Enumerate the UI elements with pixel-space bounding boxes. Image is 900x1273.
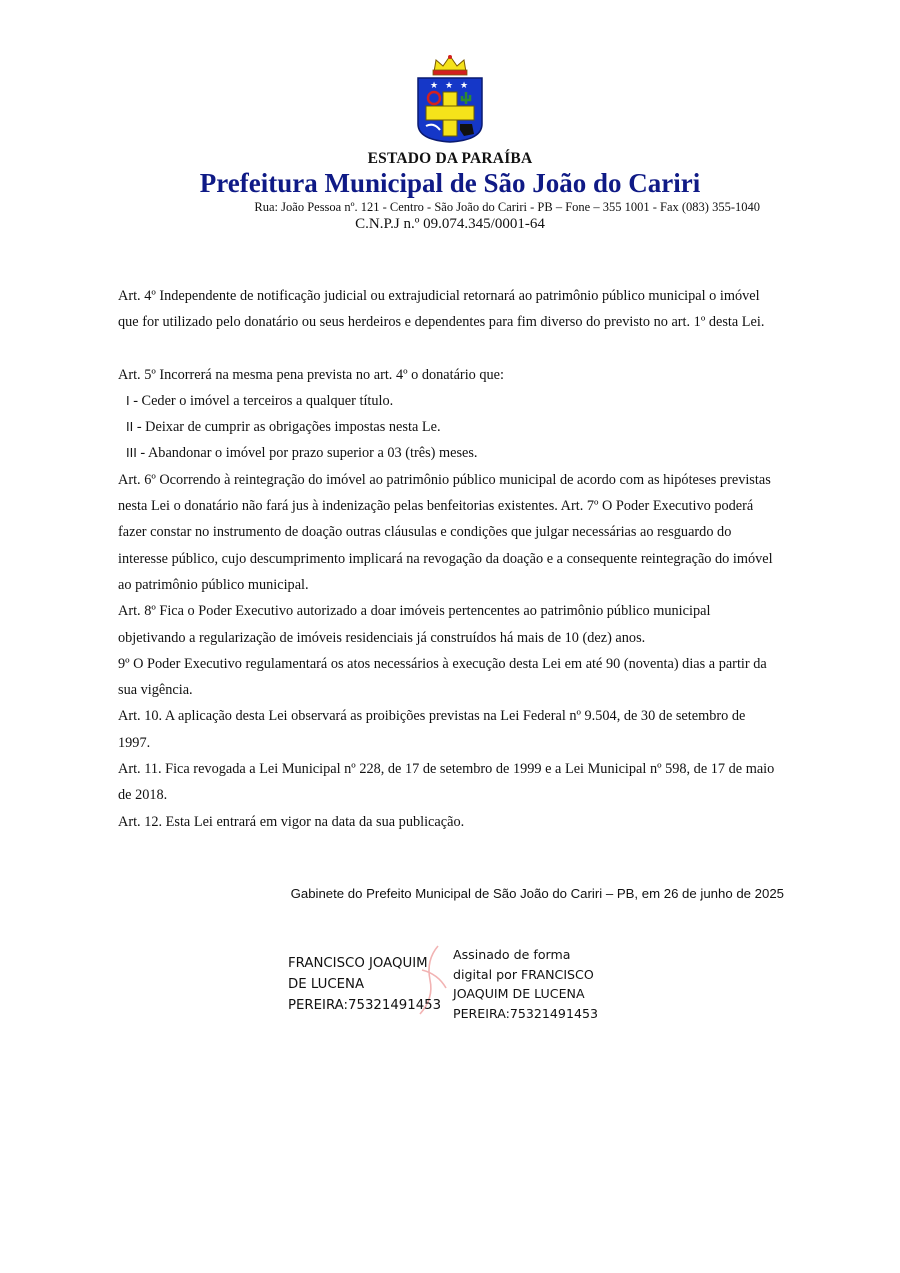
signer-name-line: DE LUCENA [288, 977, 365, 992]
item-text: - Deixar de cumprir as obrigações impostas nesta Le. [136, 419, 441, 436]
article-8: Art. 8º Fica o Poder Executivo autorizado a doar imóveis pertencentes ao patrimônio público municipal objetivando a regularização de imóveis residenciais já construídos há mais de 10 (dez) anos. [118, 603, 711, 646]
digital-signature-line: Assinado de forma [453, 947, 571, 962]
signer-name-line: PEREIRA:75321491453 [288, 998, 442, 1013]
item-text: - Ceder o imóvel a terceiros a qualquer título. [133, 392, 394, 409]
svg-text:★: ★ [460, 81, 469, 91]
item-text: - Abandonar o imóvel por prazo superior a 03 (três) meses. [140, 445, 478, 462]
svg-text:★: ★ [430, 81, 439, 91]
digital-signature-line: PEREIRA:75321491453 [453, 1005, 598, 1021]
municipal-crest-icon [416, 52, 484, 144]
list-item [118, 414, 778, 440]
article-6-7: Art. 6º Ocorrendo à reintegração do imóvel ao patrimônio público municipal de acordo com as hipóteses previstas nesta Lei o donatário não fará jus à indenização pelas benfeitorias existentes. Art. 7º O Poder Executivo poderá fazer constar no instrumento de doação outras cláusulas e condições que julgar necessárias ao resguardo do interesse público, cujo descumprimento implicará na revogação da doação e a consequente reintegração do imóvel ao patrimônio público municipal. [118, 471, 773, 593]
article-10: Art. 10. A aplicação desta Lei observará as proibições previstas na Lei Federal nº 9.504, de 30 de setembro de 1997. [118, 708, 746, 751]
signer-name-line: FRANCISCO JOAQUIM [288, 956, 428, 971]
law-text [118, 283, 778, 835]
address-line: Rua: João Pessoa nº. 121 - Centro - São João do Cariri - PB – Fone – 355 1001 - Fax (083) 355-1040 [254, 200, 760, 214]
article-4: Art. 4º Independente de notificação judicial ou extrajudicial retornará ao patrimônio público municipal o imóvel que for utilizado pelo donatário ou seus herdeiros e dependentes para fim diverso do previsto no art. 1º desta Lei. [118, 288, 765, 331]
signer-name-block [288, 953, 458, 1016]
article-12: Art. 12. Esta Lei entrará em vigor na data da sua publicação. [118, 813, 465, 830]
digital-signature-note [453, 945, 653, 1023]
svg-text:★: ★ [445, 81, 454, 91]
digital-signature-line: JOAQUIM DE LUCENA [453, 986, 585, 1001]
state-heading: ESTADO DA PARAÍBA [367, 150, 533, 167]
municipality-title: Prefeitura Municipal de São João do Cariri [199, 168, 701, 198]
list-item [118, 388, 778, 414]
item-number: III [126, 445, 137, 461]
article-9: 9º O Poder Executivo regulamentará os atos necessários à execução desta Lei em até 90 (noventa) dias a partir da sua vigência. [118, 655, 767, 699]
item-number: I [126, 392, 130, 408]
digital-signature-line: digital por FRANCISCO [453, 966, 594, 982]
closing-line: Gabinete do Prefeito Municipal de São João do Cariri – PB, em 26 de junho de 2025 [290, 886, 784, 901]
cnpj-line: C.N.P.J n.º 09.074.345/0001-64 [355, 216, 545, 232]
crest-area [0, 52, 900, 144]
list-item [118, 440, 778, 466]
item-number: II [126, 419, 134, 435]
article-11: Art. 11. Fica revogada a Lei Municipal nº 228, de 17 de setembro de 1999 e a Lei Municipal nº 598, de 17 de maio de 2018. [118, 761, 775, 804]
article-5: Art. 5º Incorrerá na mesma pena prevista no art. 4º o donatário que: [118, 366, 505, 383]
